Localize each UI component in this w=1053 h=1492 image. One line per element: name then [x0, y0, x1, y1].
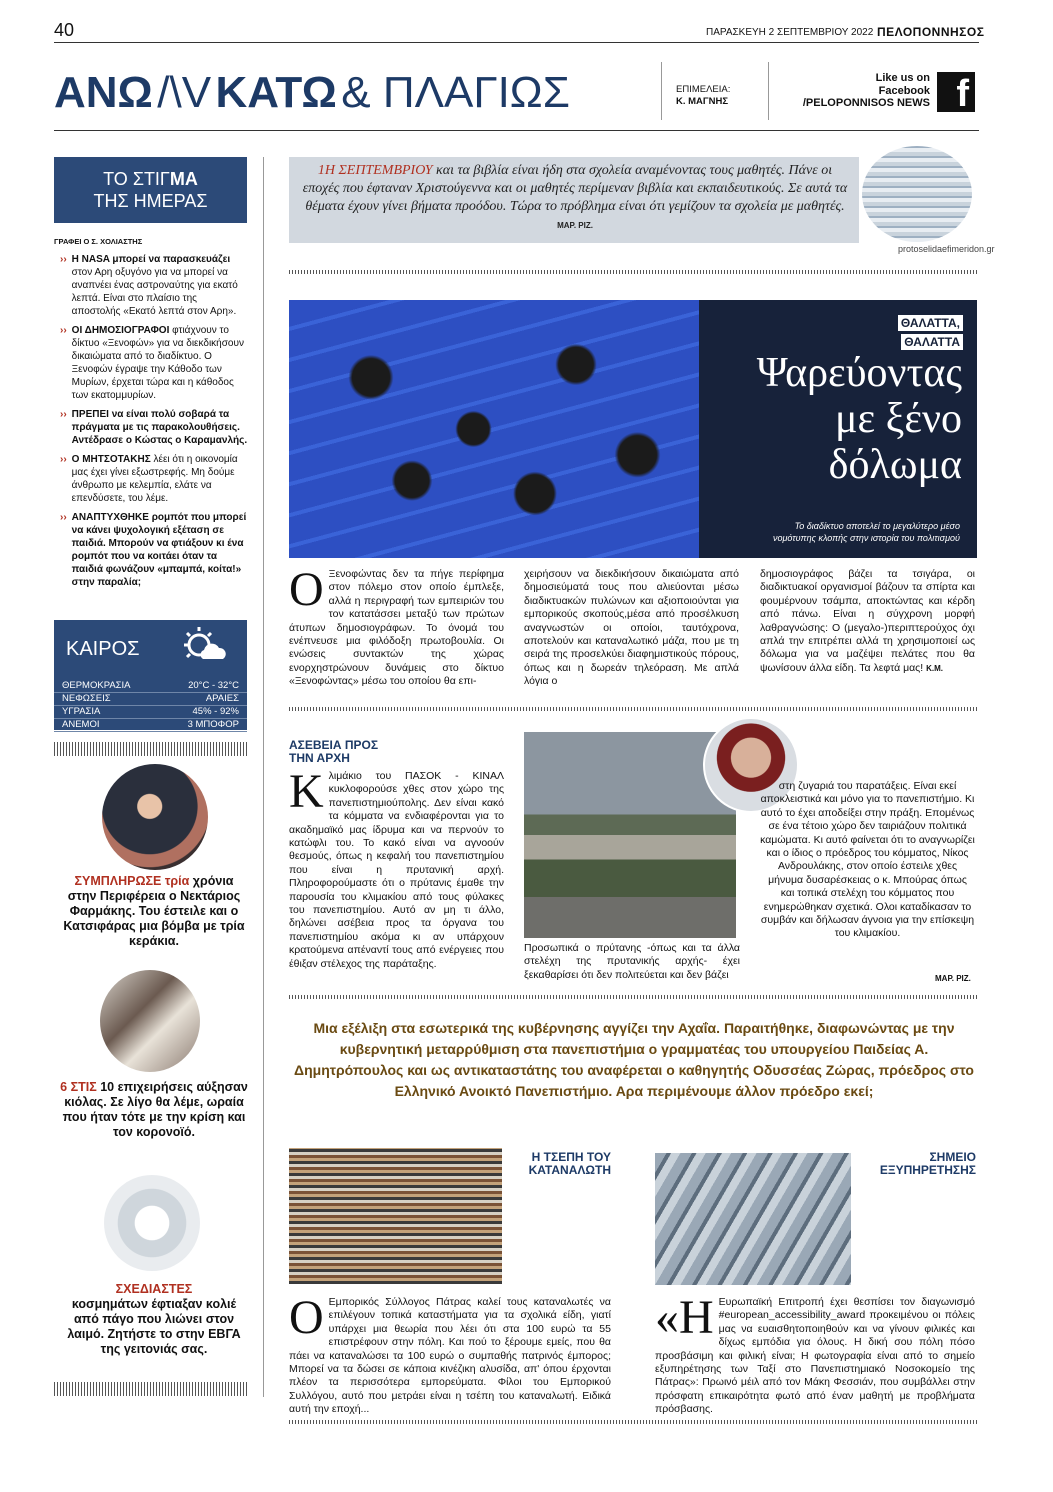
service-head-line-1: ΣΗΜΕΙΟ — [929, 1150, 976, 1164]
feature-col-2 — [524, 568, 739, 689]
sidebar-divider — [263, 157, 264, 1397]
asebeia-col1-text: λιμάκιο του ΠΑΣΟΚ - ΚΙΝΑΛ κυκλοφορούσε χθες στον χώρο της πανεπιστημιούπολης. Δεν είναι κακό τα κόμματα να ενδιαφέρονται για το ακαδημαϊκό μας ίδρυμα και να περνούν το κατώφλι του. Το κακό είναι να αγνοούν θεσμούς, όπως η κεφαλή του πανεπιστημίου που είναι η πρυτανική αρχή. Πληροφορούμαστε ότι ο πρύτανις έμαθε την παρουσία του κλιμακίου από τους φύλακες του πανεπιστημίου. Αυτό αν μη τι άλλο, δηλώνει ασέβεια προς τα όργανα του πανεπιστημίου ακόμα κι αν υπάρχουν κρατούμενα απέναντί τους από ενέργειες που έθιξαν στέλεχος της παράταξης. — [289, 770, 504, 970]
weather-row-wind — [54, 719, 247, 732]
issue-date: ΠΑΡΑΣΚΕΥΗ 2 ΣΕΠΤΕΜΒΡΙΟΥ 2022 — [706, 27, 874, 38]
header-bottom-rule — [54, 130, 979, 131]
editor-name: Κ. ΜΑΓΝΗΣ — [676, 96, 729, 107]
sidebar-item-3 — [60, 1282, 248, 1357]
weather-value: 45% - 92% — [192, 706, 239, 717]
top-box-body: και τα βιβλία είναι ήδη στα σχολεία αναμένοντας τους μαθητές. Πάνε οι εποχές που έφταναν Χριστούγεννα και οι μαθητές περίμεναν βιβλία και εκπαιδευτικούς. Σε αυτά τα θέματα έχουν γίνει βήματα προόδου. Τώρα το πρόβλημα είναι ότι γεμίζουν τα σχολεία με μαθητές. — [302, 163, 848, 214]
weather-label: ΑΝΕΜΟΙ — [62, 719, 100, 730]
stigma-title-accent: ΜΑ — [169, 169, 198, 189]
section-title — [54, 68, 570, 118]
weather-label: ΝΕΦΩΣΕΙΣ — [62, 693, 111, 704]
asebeia-col3-text: στη ζυγαριά του παρατάξεις. Είναι εκεί αποκλειστικά και μόνο για το πανεπιστήμιο. Κι αυτό το έχει αποδείξει στην πράξη. Επομένως σε ένα τέτοιο χώρο δεν ταιριάζουν πολιτικά καμώματα. Κι αυτό φαίνεται ότι το αναγνωρίζει και ο ίδιος ο πρόεδρος του κόμματος, Νίκος Ανδρουλάκης, στον οποίο έστειλε χθες μήνυμα δυσαρέσκειας ο κ. Μπούρας όπως και τοπικά στελέχη του κόμματος που ενημερώθηκαν σχετικά. Ολοι καταδίκασαν το συμβάν και δήλωσαν άγνοια για την επίσκεψη του κλιμακίου. — [760, 780, 975, 940]
asebeia-sig: ΜΑΡ. ΡΙΖ. — [935, 974, 971, 983]
sidebar-item-1 — [60, 874, 248, 949]
asebeia-head-line-2: ΤΗΝ ΑΡΧΗ — [289, 751, 350, 765]
arrow-icon: ›› — [60, 325, 67, 336]
stigma-bullet-3 — [60, 408, 248, 447]
stigma-title-line-1: ΤΟ ΣΤΙΓ — [103, 169, 170, 189]
consumer-head-line-2: ΚΑΤΑΝΑΛΩΤΗ — [528, 1163, 611, 1177]
item-text: κοσμημάτων έφτιαξαν κολιέ από πάγο που λιώνει στον λαιμό. Ζητήστε το στην ΕΒΓΑ της γειτονιάς σας. — [67, 1297, 241, 1356]
feature-kicker — [875, 314, 963, 351]
stigma-bullet-4 — [60, 453, 248, 505]
feature-col2-text: χειρήσουν να διεκδικήσουν δικαιώματα από δημοσιεύματά τους που αλιεύονται μέσω διαδικτυακών πυλώνων και αξιοποιούνται για εμπορικούς σκοπούς,μέσα από προσέλκυση αναγνωστών οι οποίοι, ταυτόχρονα, αποτελούν και καταναλωτικό μάζα, που με τη σειρά της προσελκύει διαφημιστικούς πόρους, όπως και η δωρεάν τηλεόραση. Με απλά λόγια ο — [524, 568, 739, 688]
stigma-bullets — [60, 253, 248, 595]
bullet-lead: ΑΝΑΠΤΥΧΘΗΚΕ — [71, 512, 149, 523]
weather-label: ΘΕΡΜΟΚΡΑΣΙΑ — [62, 680, 131, 691]
bullet-lead: ΠΡΕΠΕΙ — [71, 409, 109, 420]
news-banner: Μια εξέλιξη στα εσωτερικά της κυβέρνησης αγγίζει την Αχαΐα. Παραιτήθηκε, διαφωνώντας με την κυβερνητική μεταρρύθμιση στα πανεπιστήμια ο γραμματέας του υπουργείου Παιδείας Α. Δημητρόπουλος και ως αντικαταστάτης του αναφέρεται ο καθηγητής Οδυσσέας Ζώρας, πρόεδρος στο Ελληνικό Ανοικτό Πανεπιστήμιο. Αρα περιμένουμε άλλον πρόεδρο εκεί; — [294, 1020, 974, 1099]
item-text: χρόνια στην Περιφέρεια ο Νεκτάριος Φαρμάκης. Του έστειλε και ο Κατσιφάρας μια βόμβα με τρία κεράκια. — [63, 874, 245, 948]
subtitle-line-2: νομότυπης κλοπής στην ιστορία του πολιτισμού — [772, 533, 960, 543]
weather-label: ΥΓΡΑΣΙΑ — [62, 706, 101, 717]
section-title-kato: ΚΑΤΩ — [215, 68, 337, 117]
stigma-byline: ΓΡΑΦΕΙ Ο Σ. ΧΟΛΙΑΣΤΗΣ — [54, 237, 143, 246]
bullet-text: στον Αρη οξυγόνο για να μπορεί να αναπνέει ένας αστροναύτης για εκατό λεπτά. Είναι στο πλαίσιο της αποστολής «Εκατό λεπτά στον Αρη». — [71, 267, 238, 317]
service-head-line-2: ΕΞΥΠΗΡΕΤΗΣΗΣ — [879, 1163, 976, 1177]
politician-photo — [102, 764, 208, 870]
asebeia-col-3 — [760, 780, 975, 941]
stigma-bullet-2 — [60, 324, 248, 402]
asebeia-dropcap: Κ — [289, 765, 324, 818]
top-box-text — [300, 162, 850, 235]
weather-value: 20°C - 32°C — [188, 680, 239, 691]
notebooks-photo — [289, 1148, 502, 1284]
bullet-lead: Η NASA μπορεί να παρασκευάζει — [71, 254, 231, 265]
stigma-bullet-1 — [60, 253, 248, 318]
service-text — [655, 1291, 975, 1417]
service-dropcap: «Η — [655, 1291, 714, 1344]
stigma-bullet-5 — [60, 511, 248, 589]
item-text: 10 επιχειρήσεις αύξησαν κιόλας. Σε λίγο θα λέμε, ωραία που ήταν τότε με την κρίση και τον κορονοϊό. — [62, 1080, 248, 1139]
consumer-body: Εμπορικός Σύλλογος Πάτρας καλεί τους καταναλωτές να επιλέγουν τοπικά καταστήματα για τα σχολικά είδη, γιατί υπάρχει μια θεωρία που λέει ότι στα 100 ευρώ τα 55 επιστρέφουν στην πόλη. Και πού το ξέρουμε εμείς, που θα πάει να καταναλώσει τα 100 ευρώ ο συμπαθής πατρινός έμπορος; Μπορεί να τα δώσει σε κάποια κινέζικη αλυσίδα, απ' όπου έρχονται πλέον τα περισσότερα εμπορεύματα. Φίλοι του Εμπορικού Συλλόγου, αυτό που μετράει είναι η τσέπη του καταναλωτή. Ειδικά αυτή την εποχή... — [289, 1296, 611, 1416]
facebook-line-2: Facebook — [878, 84, 930, 97]
title-line-1: Ψαρεύοντας — [756, 350, 962, 396]
item-lead: ΣΥΜΠΛΗΡΩΣΕ τρία — [74, 874, 190, 888]
campus-caption: Προσωπικά ο πρύτανης -όπως και τα άλλα στελέχη της πρυτανικής αρχής- έχει ξεκαθαρίσει ότι δεν πολιτεύεται και δεν βάζει — [524, 942, 740, 981]
editor-block — [676, 84, 730, 108]
kicker-line-1: ΘΑΛΑΤΤΑ, — [898, 315, 963, 331]
section-title-lv: /\V — [157, 68, 212, 117]
bullet-lead: Ο ΜΗΤΣΟΤΑΚΗΣ — [71, 454, 151, 465]
title-line-2: με ξένο — [834, 396, 962, 442]
arrow-icon: ›› — [60, 254, 67, 265]
sun-cloud-icon — [179, 625, 229, 667]
consumer-head-line-1: Η ΤΣΕΠΗ ΤΟΥ — [531, 1150, 611, 1164]
weather-title: ΚΑΙΡΟΣ — [66, 638, 140, 660]
paper-name: ΠΕΛΟΠΟΝΝΗΣΟΣ — [877, 25, 985, 39]
sidebar-rule-2 — [54, 1382, 247, 1396]
top-box-lead: 1Η ΣΕΠΤΕΜΒΡΙΟΥ — [317, 163, 433, 178]
section-title-ano: ΑΝΩ — [54, 68, 153, 117]
item-lead: 6 ΣΤΙΣ — [60, 1080, 97, 1094]
stigma-title-line-2: ΤΗΣ ΗΜΕΡΑΣ — [93, 191, 208, 211]
weather-row-humidity — [54, 706, 247, 719]
feature-col3-text: δημοσιογράφος βάζει τα τσιγάρα, οι διαδικτυακοί οργανισμοί βάζουν τα σπίρτα και φουμέρνουν τσάμπα, αποκτώντας και κέρδη από πάνω. Είναι η σύγχρονη μορφή λαθραγνώσης: Ο (μεγαλο-)περιπτερούχος όχι απλά την επιτρέπει αλλά τη χρησιμοποιεί ως δόλωμα για να μαζέψει πελάτες που θα ψωνίσουν άλλα είδη. Τα λεφτά μας! — [760, 568, 975, 674]
facebook-icon[interactable]: f — [937, 72, 975, 112]
section-title-plagios: & ΠΛΑΓΙΩΣ — [341, 68, 570, 117]
bullet-text: φτιάχνουν το δίκτυο «Ξενοφών» για να διεκδικήσουν δικαιώματα από το διαδίκτυο. Ο Ξενοφών έγραψε την Κάθοδο των Μυρίων, έρχεται τώρα και η κάθοδος των εκατομμυρίων. — [71, 325, 244, 401]
sidebar-item-2 — [60, 1080, 248, 1140]
stigma-title-box — [54, 157, 247, 223]
editor-label: ΕΠΙΜΕΛΕΙΑ: — [676, 84, 731, 95]
consumer-dropcap: Ο — [289, 1291, 324, 1344]
arrow-icon: ›› — [60, 409, 67, 420]
bullet-lead: ΟΙ ΔΗΜΟΣΙΟΓΡΑΦΟΙ — [71, 325, 170, 336]
subtitle-line-1: Το διαδίκτυο αποτελεί το μεγαλύτερο μέσο — [794, 521, 960, 531]
weather-row-temperature — [54, 680, 247, 693]
feature-col1-text: Ξενοφώντας δεν τα πήγε περίφημα στον πόλεμο στον οποίο έμπλεξε, αλλά η περιγραφή των εμπειριών του τον κατατάσσει μεταξύ των πρώτων άτυπων δημοσιογράφων. Το όνομά του ενέπνευσε μια φιλόδοξη πρωτοβουλία. Οι ενώσεις συντακτών της χώρας ενορχηστρώνουν δυνάμεις στο δίκτυο «Ξενοφώντας» μέσω του οποίου θα επι- — [289, 568, 504, 688]
service-body: Ευρωπαϊκή Επιτροπή έχει θεσπίσει τον διαγωνισμό #european_accessibility_award προκειμένου οι πόλεις μας να ευαισθητοποιηθούν και να γίνουν φιλικές και δίχως εμπόδια για όλους. Η δική σου πόλη πόσο προσβάσιμη και φιλική είναι; Η φωτογραφία είναι από το σημείο εξυπηρέτησης των Ταξί στο Πανεπιστημιακό Νοσοκομείο της Πάτρας»: Πρωινό μέιλ από τον Μάκη Φεσσιάν, που συμβάλλει στην πρόσφατη επικαιρότητα φωτό από έναν μαθητή με προβλήματα πρόσβασης. — [655, 1296, 975, 1416]
watermark: protoselidaefimeridon.gr — [898, 244, 995, 254]
consumer-head — [515, 1151, 611, 1177]
rule-top — [289, 270, 977, 274]
feature-title — [700, 350, 962, 488]
asebeia-head-line-1: ΑΣΕΒΕΙΑ ΠΡΟΣ — [289, 738, 379, 752]
asebeia-head — [289, 739, 378, 765]
weather-value: 3 ΜΠΟΦΟΡ — [187, 719, 239, 730]
feature-dropcap: Ο — [289, 563, 324, 616]
header-divider-1 — [661, 62, 662, 120]
feature-col-1 — [289, 563, 504, 689]
facebook-line-3: /PELOPONNISOS NEWS — [802, 97, 930, 109]
service-head — [860, 1151, 976, 1177]
item-lead: ΣΧΕΔΙΑΣΤΕΣ — [115, 1282, 193, 1296]
facebook-promo[interactable] — [790, 72, 930, 110]
facebook-line-1: Like us on — [875, 72, 930, 84]
shop-photo — [100, 970, 200, 1072]
feature-subtitle — [700, 520, 960, 544]
bullet-text: λέει ότι η οικονομία μας έχει γίνει εξωστρεφής. Μη δούμε άνθρωπο με κελεμπία, ελάτε να επενδύσετε, του λέμε. — [71, 454, 238, 504]
bullet-text: ρομπότ που μπορεί να κάνει ψυχολογική εξέταση σε παιδιά. Μπορούν να φτιάξουν κι ένα ρομπότ που να κοιτάει όταν τα παιδιά φωνάζουν «μπαμπά, κοίτα!» στην παραλία; — [71, 512, 247, 588]
pavement-photo — [655, 1153, 851, 1285]
asebeia-col-1 — [289, 765, 504, 971]
arrow-icon: ›› — [60, 512, 67, 523]
top-box-sig: ΜΑΡ. ΡΙΖ. — [557, 221, 593, 230]
rule-asebeia — [289, 995, 977, 999]
header-divider-2 — [768, 62, 769, 120]
jewelry-photo — [104, 1175, 200, 1271]
kicker-line-2: ΘΑΛΑΤΤΑ — [901, 334, 963, 350]
weather-box — [54, 620, 247, 730]
books-photo — [862, 146, 972, 242]
weather-row-clouds — [54, 693, 247, 706]
sidebar-rule-1 — [54, 742, 247, 756]
consumer-text — [289, 1291, 611, 1417]
page-number: 40 — [54, 20, 75, 40]
feature-col-3 — [760, 568, 975, 675]
rule-bottom — [289, 1420, 977, 1424]
press-photo — [289, 300, 699, 558]
title-line-3: δόλωμα — [828, 442, 962, 488]
bullet-text: να είναι πολύ σοβαρά τα πράγματα με τις παρακολουθήσεις. Αντέδρασε ο Κώστας ο Καραμανλής. — [71, 409, 248, 446]
header-rule — [54, 42, 979, 43]
feature-sig: Κ.Μ. — [926, 663, 943, 673]
weather-value: ΑΡΑΙΕΣ — [205, 693, 239, 704]
rule-feature — [289, 707, 977, 711]
arrow-icon: ›› — [60, 454, 67, 465]
